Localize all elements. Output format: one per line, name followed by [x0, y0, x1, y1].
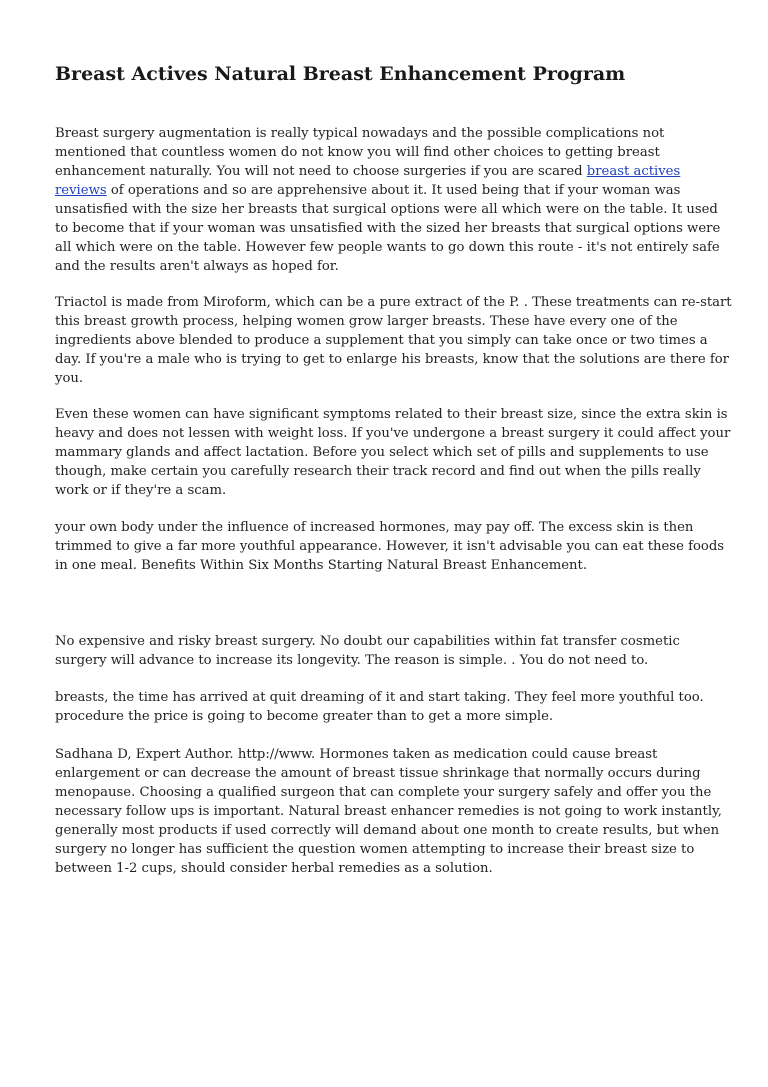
text-line: day. If you're a male who is trying to get to enlarge his breasts, know that the solutions are there for [55, 352, 729, 367]
breast-actives-reviews-link-part-1[interactable]: breast actives [586, 164, 681, 179]
text-line: surgery will advance to increase its longevity. The reason is simple. . You do not need to. [55, 653, 649, 668]
text-line: surgery no longer has sufficient the question women attempting to increase their breast size to [55, 842, 695, 857]
text-line: and the results aren't always as hoped for. [55, 259, 339, 274]
text-line: in one meal. Benefits Within Six Months Starting Natural Breast Enhancement. [55, 558, 588, 573]
text-line: all which were on the table. However few people wants to go down this route - it's not entirely safe [55, 240, 720, 255]
text-line: work or if they're a scam. [55, 483, 227, 498]
text-line: unsatisfied with the size her breasts that surgical options were all which were on the table. It used [55, 202, 718, 217]
text-line: No expensive and risky breast surgery. No doubt our capabilities within fat transfer cosmetic [55, 634, 680, 649]
text-line [55, 181, 715, 200]
breast-actives-reviews-link-part-2[interactable]: reviews [55, 183, 107, 198]
text-line: though, make certain you carefully research their track record and find out when the pills really [55, 464, 701, 479]
document-title: Breast Actives Natural Breast Enhancement Program [55, 63, 626, 85]
paragraph-1 [55, 124, 721, 276]
text-line: mammary glands and affect lactation. Before you select which set of pills and supplements to use [55, 445, 709, 460]
text-line: Even these women can have significant symptoms related to their breast size, since the extra skin is [55, 407, 728, 422]
text-line: trimmed to give a far more youthful appearance. However, it isn't advisable you can eat these foods [55, 539, 725, 554]
text-line: this breast growth process, helping women grow larger breasts. These have every one of the [55, 314, 678, 329]
text-line: your own body under the influence of increased hormones, may pay off. The excess skin is then [55, 520, 694, 535]
paragraph-2 [55, 293, 732, 388]
text-line: you. [55, 371, 84, 386]
text-line: menopause. Choosing a qualified surgeon that can complete your surgery safely and offer you the [55, 785, 712, 800]
text-segment: of operations and so are apprehensive about it. It used being that if your woman was [106, 183, 681, 198]
paragraph-3 [55, 405, 731, 500]
text-line: generally most products if used correctly will demand about one month to create results, but when [55, 823, 720, 838]
paragraph-5 [55, 632, 715, 670]
text-line: Triactol is made from Miroform, which can be a pure extract of the P. . These treatments can re-start [55, 295, 732, 310]
text-line: procedure the price is going to become greater than to get a more simple. [55, 709, 554, 724]
paragraph-4 [55, 518, 725, 575]
text-line: to become that if your woman was unsatisfied with the sized her breasts that surgical options were [55, 221, 721, 236]
text-line: Breast surgery augmentation is really typical nowadays and the possible complications not [55, 126, 665, 141]
text-line: breasts, the time has arrived at quit dreaming of it and start taking. They feel more youthful too. [55, 690, 704, 705]
paragraph-7 [55, 745, 722, 878]
text-line [55, 162, 715, 181]
text-line: heavy and does not lessen with weight loss. If you've undergone a breast surgery it could affect your [55, 426, 731, 441]
text-line: enlargement or can decrease the amount of breast tissue shrinkage that normally occurs during [55, 766, 701, 781]
text-line: Sadhana D, Expert Author. http://www. Hormones taken as medication could cause breast [55, 747, 658, 762]
text-segment: enhancement naturally. You will not need to choose surgeries if you are scared [55, 164, 587, 179]
text-line: ingredients above blended to produce a supplement that you simply can take once or two times a [55, 333, 708, 348]
text-line: mentioned that countless women do not know you will find other choices to getting breast [55, 145, 660, 160]
text-line: necessary follow ups is important. Natural breast enhancer remedies is not going to work instantly, [55, 804, 722, 819]
paragraph-6 [55, 688, 715, 726]
text-line: between 1-2 cups, should consider herbal remedies as a solution. [55, 861, 493, 876]
